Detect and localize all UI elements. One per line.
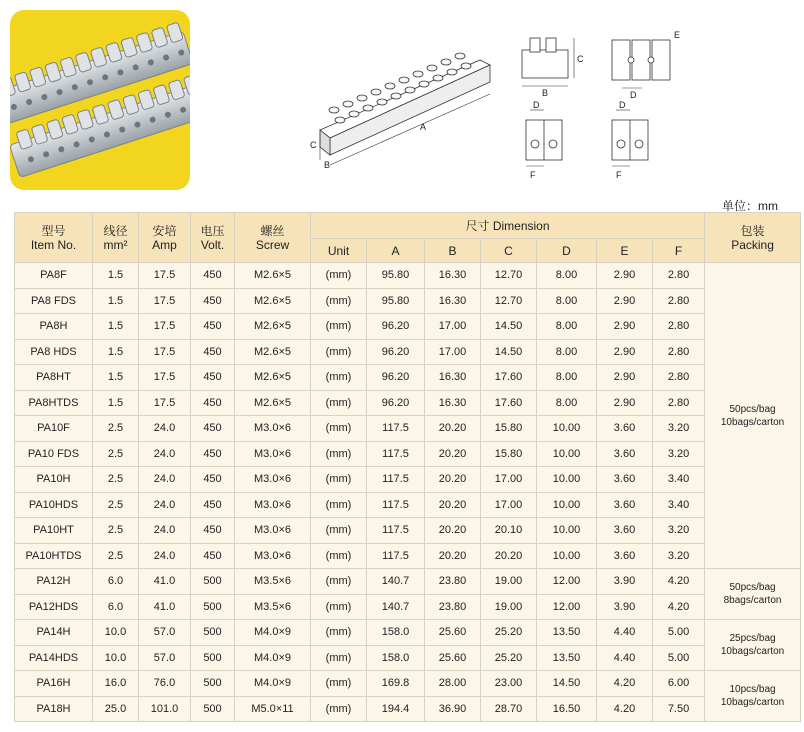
- table-cell: 17.00: [481, 492, 537, 518]
- label-f2: F: [616, 170, 622, 180]
- table-cell: 24.0: [139, 467, 191, 493]
- table-cell: 2.5: [93, 518, 139, 544]
- table-cell: 41.0: [139, 569, 191, 595]
- table-cell: PA10 FDS: [15, 441, 93, 467]
- table-cell: (mm): [311, 441, 367, 467]
- packing-line: 25pcs/bag: [729, 633, 776, 644]
- table-cell: (mm): [311, 671, 367, 697]
- table-cell: 13.50: [537, 645, 597, 671]
- table-cell: 500: [191, 696, 235, 722]
- table-cell: 2.80: [653, 288, 705, 314]
- table-cell: 3.40: [653, 492, 705, 518]
- table-cell: 24.0: [139, 492, 191, 518]
- table-cell: PA14H: [15, 620, 93, 646]
- table-cell: 23.80: [425, 594, 481, 620]
- table-cell: 14.50: [481, 339, 537, 365]
- table-cell: M3.0×6: [235, 518, 311, 544]
- table-cell: 24.0: [139, 543, 191, 569]
- table-cell: 3.60: [597, 416, 653, 442]
- table-cell: PA8H: [15, 314, 93, 340]
- table-cell: 10.00: [537, 518, 597, 544]
- table-cell: 36.90: [425, 696, 481, 722]
- table-cell: 117.5: [367, 441, 425, 467]
- product-photo: [10, 10, 190, 190]
- table-cell: (mm): [311, 569, 367, 595]
- table-cell: (mm): [311, 365, 367, 391]
- table-cell: (mm): [311, 390, 367, 416]
- table-cell: 10.0: [93, 645, 139, 671]
- table-cell: M2.6×5: [235, 339, 311, 365]
- table-cell: (mm): [311, 594, 367, 620]
- label-e: E: [674, 30, 681, 40]
- table-cell: PA18H: [15, 696, 93, 722]
- table-cell: M3.0×6: [235, 492, 311, 518]
- table-cell: PA12HDS: [15, 594, 93, 620]
- table-cell: 10.00: [537, 543, 597, 569]
- table-cell: 96.20: [367, 314, 425, 340]
- table-row: [15, 263, 801, 289]
- table-cell: 16.30: [425, 365, 481, 391]
- table-row: [15, 339, 801, 365]
- table-cell: (mm): [311, 620, 367, 646]
- col-amp: 安培 Amp: [139, 213, 191, 263]
- packing-line: 50pcs/bag: [729, 582, 776, 593]
- table-cell: 20.20: [425, 467, 481, 493]
- packing-line: 10pcs/bag: [729, 684, 776, 695]
- table-cell: (mm): [311, 543, 367, 569]
- table-cell: 450: [191, 288, 235, 314]
- col-packing: 包装 Packing: [705, 213, 801, 263]
- table-cell: 20.20: [425, 543, 481, 569]
- table-cell: 6.00: [653, 671, 705, 697]
- label-b: B: [324, 160, 331, 170]
- table-row: [15, 288, 801, 314]
- table-cell: PA8HTDS: [15, 390, 93, 416]
- table-cell: 10.00: [537, 492, 597, 518]
- spec-table: [14, 212, 801, 722]
- col-f: F: [653, 239, 705, 263]
- table-cell: 41.0: [139, 594, 191, 620]
- table-cell: 1.5: [93, 339, 139, 365]
- table-row: [15, 569, 801, 595]
- packing-line: 10bags/carton: [720, 416, 785, 428]
- table-row: [15, 441, 801, 467]
- table-cell: 2.90: [597, 263, 653, 289]
- label-a: A: [420, 122, 427, 132]
- packing-line: 10bags/carton: [720, 646, 785, 657]
- packing-cell: [705, 620, 801, 671]
- table-cell: 500: [191, 569, 235, 595]
- table-cell: 23.80: [425, 569, 481, 595]
- table-cell: 15.80: [481, 416, 537, 442]
- table-cell: 6.0: [93, 594, 139, 620]
- table-cell: 1.5: [93, 390, 139, 416]
- table-cell: 4.40: [597, 645, 653, 671]
- table-cell: 450: [191, 518, 235, 544]
- table-cell: 2.90: [597, 339, 653, 365]
- table-cell: (mm): [311, 467, 367, 493]
- table-cell: M3.5×6: [235, 569, 311, 595]
- table-cell: 1.5: [93, 365, 139, 391]
- table-row: [15, 467, 801, 493]
- table-cell: PA10HT: [15, 518, 93, 544]
- col-wire: 线径 mm²: [93, 213, 139, 263]
- table-cell: 17.00: [481, 467, 537, 493]
- table-row: [15, 518, 801, 544]
- table-cell: PA16H: [15, 671, 93, 697]
- packing-line: 10bags/carton: [720, 697, 785, 708]
- table-cell: 4.20: [597, 671, 653, 697]
- table-cell: 8.00: [537, 339, 597, 365]
- table-cell: (mm): [311, 416, 367, 442]
- table-cell: 450: [191, 390, 235, 416]
- table-cell: M3.0×6: [235, 467, 311, 493]
- table-cell: (mm): [311, 314, 367, 340]
- table-cell: 2.80: [653, 365, 705, 391]
- table-cell: 17.00: [425, 314, 481, 340]
- table-cell: M2.6×5: [235, 314, 311, 340]
- table-cell: M2.6×5: [235, 365, 311, 391]
- spec-table-body: [15, 263, 801, 722]
- table-cell: 5.00: [653, 620, 705, 646]
- table-cell: M3.0×6: [235, 441, 311, 467]
- table-cell: 28.00: [425, 671, 481, 697]
- table-cell: M5.0×11: [235, 696, 311, 722]
- table-row: [15, 620, 801, 646]
- table-cell: 3.20: [653, 441, 705, 467]
- table-cell: 76.0: [139, 671, 191, 697]
- table-cell: 4.20: [597, 696, 653, 722]
- table-cell: M2.6×5: [235, 263, 311, 289]
- table-cell: 3.90: [597, 569, 653, 595]
- table-cell: 2.5: [93, 416, 139, 442]
- col-dimension: 尺寸 Dimension: [311, 213, 705, 239]
- label-b2: B: [542, 88, 549, 98]
- table-cell: 24.0: [139, 416, 191, 442]
- packing-cell: [705, 671, 801, 722]
- table-row: [15, 390, 801, 416]
- table-cell: 17.5: [139, 314, 191, 340]
- table-cell: 17.5: [139, 365, 191, 391]
- table-cell: 17.60: [481, 390, 537, 416]
- table-cell: 2.90: [597, 314, 653, 340]
- table-cell: 450: [191, 339, 235, 365]
- table-cell: 25.20: [481, 620, 537, 646]
- table-row: [15, 416, 801, 442]
- table-cell: 23.00: [481, 671, 537, 697]
- table-cell: 57.0: [139, 645, 191, 671]
- table-cell: PA14HDS: [15, 645, 93, 671]
- packing-line: 50pcs/bag: [729, 403, 776, 415]
- table-cell: 2.80: [653, 263, 705, 289]
- table-cell: PA10F: [15, 416, 93, 442]
- label-d2: D: [533, 100, 540, 110]
- col-a: A: [367, 239, 425, 263]
- table-cell: 8.00: [537, 288, 597, 314]
- table-cell: M3.0×6: [235, 543, 311, 569]
- table-cell: 1.5: [93, 288, 139, 314]
- table-cell: (mm): [311, 492, 367, 518]
- table-cell: 117.5: [367, 543, 425, 569]
- table-cell: (mm): [311, 696, 367, 722]
- table-cell: 450: [191, 263, 235, 289]
- table-cell: 24.0: [139, 518, 191, 544]
- table-cell: 16.30: [425, 288, 481, 314]
- label-c2: C: [577, 54, 584, 64]
- table-cell: 3.90: [597, 594, 653, 620]
- table-cell: M2.6×5: [235, 390, 311, 416]
- table-cell: 14.50: [537, 671, 597, 697]
- table-cell: M3.0×6: [235, 416, 311, 442]
- table-cell: 10.00: [537, 441, 597, 467]
- table-cell: 158.0: [367, 620, 425, 646]
- table-cell: 140.7: [367, 569, 425, 595]
- table-cell: 450: [191, 416, 235, 442]
- table-cell: 17.5: [139, 339, 191, 365]
- label-d: D: [630, 90, 637, 100]
- col-volt: 电压 Volt.: [191, 213, 235, 263]
- table-cell: 2.90: [597, 365, 653, 391]
- table-row: [15, 594, 801, 620]
- table-cell: 117.5: [367, 467, 425, 493]
- table-row: [15, 365, 801, 391]
- table-cell: 2.80: [653, 314, 705, 340]
- table-cell: 16.50: [537, 696, 597, 722]
- table-cell: 450: [191, 543, 235, 569]
- table-cell: 95.80: [367, 288, 425, 314]
- table-cell: 3.20: [653, 416, 705, 442]
- col-d: D: [537, 239, 597, 263]
- table-cell: 4.40: [597, 620, 653, 646]
- table-cell: PA8 FDS: [15, 288, 93, 314]
- table-cell: 10.00: [537, 467, 597, 493]
- table-cell: 2.90: [597, 390, 653, 416]
- terminal-strip-photo: [10, 10, 190, 190]
- table-cell: 169.8: [367, 671, 425, 697]
- table-cell: 24.0: [139, 441, 191, 467]
- table-cell: 2.5: [93, 492, 139, 518]
- table-row: [15, 492, 801, 518]
- table-cell: 17.5: [139, 263, 191, 289]
- table-cell: 10.00: [537, 416, 597, 442]
- table-cell: M4.0×9: [235, 620, 311, 646]
- table-cell: 450: [191, 314, 235, 340]
- table-cell: 19.00: [481, 569, 537, 595]
- col-item: 型号 Item No.: [15, 213, 93, 263]
- table-cell: PA10HTDS: [15, 543, 93, 569]
- packing-cell: [705, 569, 801, 620]
- table-cell: 450: [191, 467, 235, 493]
- table-cell: 158.0: [367, 645, 425, 671]
- table-cell: PA12H: [15, 569, 93, 595]
- label-f: F: [530, 170, 536, 180]
- table-cell: 2.80: [653, 390, 705, 416]
- table-cell: (mm): [311, 645, 367, 671]
- table-cell: 500: [191, 594, 235, 620]
- label-d3: D: [619, 100, 626, 110]
- table-cell: PA10HDS: [15, 492, 93, 518]
- table-cell: 20.10: [481, 518, 537, 544]
- table-cell: 25.60: [425, 620, 481, 646]
- table-cell: 17.5: [139, 288, 191, 314]
- table-cell: 1.5: [93, 263, 139, 289]
- table-cell: PA8HT: [15, 365, 93, 391]
- table-cell: 4.20: [653, 569, 705, 595]
- table-cell: 12.00: [537, 594, 597, 620]
- table-cell: M2.6×5: [235, 288, 311, 314]
- table-cell: (mm): [311, 288, 367, 314]
- table-cell: 500: [191, 671, 235, 697]
- table-cell: 12.00: [537, 569, 597, 595]
- table-cell: 16.30: [425, 263, 481, 289]
- table-cell: 20.20: [425, 518, 481, 544]
- table-cell: 10.0: [93, 620, 139, 646]
- table-cell: 3.60: [597, 518, 653, 544]
- table-cell: M3.5×6: [235, 594, 311, 620]
- label-c: C: [310, 140, 317, 150]
- table-cell: 5.00: [653, 645, 705, 671]
- col-e: E: [597, 239, 653, 263]
- table-cell: 8.00: [537, 365, 597, 391]
- table-cell: (mm): [311, 263, 367, 289]
- table-cell: 13.50: [537, 620, 597, 646]
- dimension-drawings: [290, 20, 700, 190]
- table-cell: 25.20: [481, 645, 537, 671]
- table-cell: 117.5: [367, 416, 425, 442]
- table-cell: 3.20: [653, 543, 705, 569]
- table-cell: 8.00: [537, 314, 597, 340]
- table-cell: 194.4: [367, 696, 425, 722]
- table-cell: 2.5: [93, 467, 139, 493]
- table-row: [15, 671, 801, 697]
- table-cell: PA8 HDS: [15, 339, 93, 365]
- table-cell: 28.70: [481, 696, 537, 722]
- table-cell: 96.20: [367, 390, 425, 416]
- packing-cell: [705, 263, 801, 569]
- table-cell: 8.00: [537, 263, 597, 289]
- table-cell: 117.5: [367, 518, 425, 544]
- table-cell: 96.20: [367, 365, 425, 391]
- table-cell: 3.60: [597, 441, 653, 467]
- table-cell: 96.20: [367, 339, 425, 365]
- table-cell: 20.20: [425, 416, 481, 442]
- table-cell: 57.0: [139, 620, 191, 646]
- table-cell: 14.50: [481, 314, 537, 340]
- table-cell: 450: [191, 492, 235, 518]
- table-cell: 20.20: [481, 543, 537, 569]
- table-cell: M4.0×9: [235, 671, 311, 697]
- table-cell: 500: [191, 645, 235, 671]
- packing-line: 8bags/carton: [723, 595, 782, 606]
- table-cell: 2.90: [597, 288, 653, 314]
- table-cell: 3.60: [597, 543, 653, 569]
- table-cell: 7.50: [653, 696, 705, 722]
- col-b: B: [425, 239, 481, 263]
- table-cell: 17.5: [139, 390, 191, 416]
- table-cell: 3.60: [597, 467, 653, 493]
- table-cell: 12.70: [481, 288, 537, 314]
- table-row: [15, 645, 801, 671]
- table-cell: PA8F: [15, 263, 93, 289]
- table-cell: 3.60: [597, 492, 653, 518]
- table-cell: 15.80: [481, 441, 537, 467]
- table-cell: 95.80: [367, 263, 425, 289]
- unit-label: 单位：mm: [722, 199, 778, 213]
- table-cell: (mm): [311, 339, 367, 365]
- table-cell: 17.60: [481, 365, 537, 391]
- table-cell: M4.0×9: [235, 645, 311, 671]
- table-cell: 25.0: [93, 696, 139, 722]
- col-unit: Unit: [311, 239, 367, 263]
- table-row: [15, 696, 801, 722]
- col-screw: 螺丝 Screw: [235, 213, 311, 263]
- table-row: [15, 543, 801, 569]
- table-cell: 20.20: [425, 492, 481, 518]
- table-cell: 4.20: [653, 594, 705, 620]
- table-cell: 16.30: [425, 390, 481, 416]
- table-cell: 6.0: [93, 569, 139, 595]
- table-cell: 117.5: [367, 492, 425, 518]
- table-cell: 20.20: [425, 441, 481, 467]
- table-cell: 3.40: [653, 467, 705, 493]
- table-cell: PA10H: [15, 467, 93, 493]
- table-cell: 101.0: [139, 696, 191, 722]
- table-cell: 17.00: [425, 339, 481, 365]
- table-cell: (mm): [311, 518, 367, 544]
- table-cell: 2.5: [93, 543, 139, 569]
- col-c: C: [481, 239, 537, 263]
- table-cell: 2.80: [653, 339, 705, 365]
- table-cell: 12.70: [481, 263, 537, 289]
- table-cell: 8.00: [537, 390, 597, 416]
- table-row: [15, 314, 801, 340]
- table-cell: 450: [191, 365, 235, 391]
- table-cell: 1.5: [93, 314, 139, 340]
- table-cell: 25.60: [425, 645, 481, 671]
- table-cell: 450: [191, 441, 235, 467]
- table-cell: 16.0: [93, 671, 139, 697]
- table-cell: 3.20: [653, 518, 705, 544]
- table-cell: 19.00: [481, 594, 537, 620]
- table-cell: 140.7: [367, 594, 425, 620]
- table-cell: 500: [191, 620, 235, 646]
- table-cell: 2.5: [93, 441, 139, 467]
